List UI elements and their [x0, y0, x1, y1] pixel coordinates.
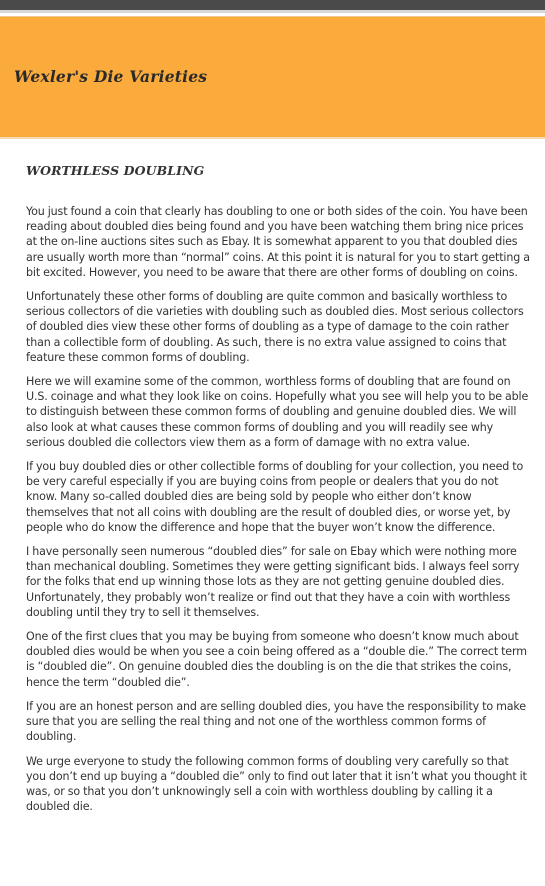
article-paragraph: I have personally seen numerous “doubled dies” for sale on Ebay which were nothing more than mechanical doubling. Sometimes they were getting significant bids. I always feel sorry for the folks that end up winning those lots as they are not getting genuine doubled dies. Unfortunately, they probably won’t realize or find out that they have a coin with worthless doubling until they try to sell it themselves.	[26, 545, 520, 619]
article-paragraph: Here we will examine some of the common, worthless forms of doubling that are found on U.S. coinage and what they look like on coins. Hopefully what you see will help you to be able to distinguish between these common forms of doubling and genuine doubled dies. We will also look at what causes these common forms of doubling and you will readily see why serious doubled die collectors view them as a form of damage with no extra value.	[26, 375, 529, 449]
article-paragraph: We urge everyone to study the following common forms of doubling very carefully so that you don’t end up buying a “doubled die” only to find out later that it isn’t what you thought it was, or so that you don’t unknowingly sell a coin with worthless doubling by calling it a doubled die.	[26, 754, 527, 814]
site-banner	[0, 16, 545, 138]
article-paragraph: One of the first clues that you may be buying from someone who doesn’t know much about doubled dies would be when you see a coin being offered as a “double die.” The correct term is “doubled die”. On genuine doubled dies the doubling is on the die that strikes the coins, hence the term “doubled die”.	[26, 630, 527, 689]
top-bar	[0, 0, 545, 10]
article-paragraph: Unfortunately these other forms of doubling are quite common and basically worthless to serious collectors of die varieties with doubling such as doubled dies. Most serious collectors of doubled dies view these other forms of doubling as a type of damage to the coin rather than a collectible form of doubling. As such, there is no extra value assigned to coins that feature these common forms of doubling.	[26, 290, 524, 364]
top-bar-divider	[0, 10, 545, 13]
site-title[interactable]: Wexler's Die Varieties	[14, 67, 208, 86]
article-heading: WORTHLESS DOUBLING	[26, 163, 205, 178]
article-paragraph: You just found a coin that clearly has doubling to one or both sides of the coin. You have been reading about doubled dies being found and you have been watching them bring nice prices at the on-line auctions sites such as Ebay. It is somewhat apparent to you that doubled dies are usually worth more than “normal” coins. At this point it is natural for you to start getting a bit excited. However, you need to be aware that there are other forms of doubling on coins.	[26, 205, 530, 279]
article-paragraph: If you buy doubled dies or other collectible forms of doubling for your collection, you need to be very careful especially if you are buying coins from people or dealers that you do not know. Many so-called doubled dies are being sold by people who either don’t know themselves that not all coins with doubling are the result of doubled dies, or worse yet, by people who do know the difference and hope that the buyer won’t know the difference.	[26, 460, 524, 534]
article-content	[26, 150, 531, 823]
banner-divider	[0, 137, 545, 139]
article-paragraph: If you are an honest person and are selling doubled dies, you have the responsibility to make sure that you are selling the real thing and not one of the worthless common forms of doubling.	[26, 699, 526, 744]
